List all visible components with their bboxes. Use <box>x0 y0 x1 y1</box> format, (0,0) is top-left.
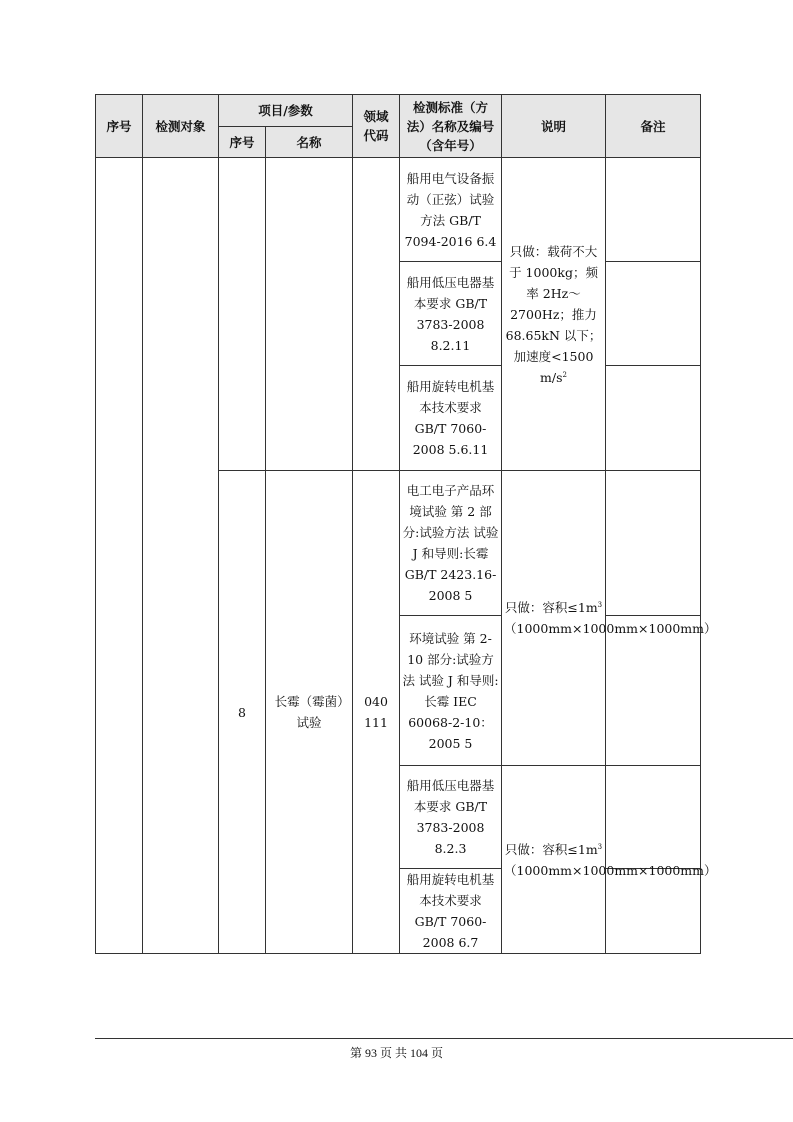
domain-code-cell <box>353 158 400 471</box>
description-cell: 只做：容积$\le 1m^3(1000mm\times 1000mm\times 1000mm)$ <box>502 766 606 954</box>
header-object: 检测对象 <box>143 95 219 158</box>
object-cell <box>143 158 219 954</box>
footer-divider <box>95 1038 793 1039</box>
description-cell: 只做：容积$\le 1m^3(1000mm\times 1000mm\times 1000mm)$ <box>502 471 606 766</box>
remark-cell <box>606 766 701 869</box>
remark-cell <box>606 869 701 954</box>
standard-cell: 船用旋转电机基本技术要求 GB/T 7060-2008 6.7 <box>400 869 502 954</box>
remark-cell <box>606 262 701 366</box>
header-item-group: 项目/参数 <box>219 95 353 127</box>
standard-cell: 电工电子产品环境试验 第 2 部分:试验方法 试验 J 和导则:长霉 GB/T 2423.16-2008 5 <box>400 471 502 616</box>
remark-cell <box>606 471 701 616</box>
standard-cell: 船用低压电器基本要求 GB/T 3783-2008 8.2.11 <box>400 262 502 366</box>
header-description: 说明 <box>502 95 606 158</box>
header-standard: 检测标准（方法）名称及编号（含年号） <box>400 95 502 158</box>
seq-cell <box>96 158 143 954</box>
domain-code-cell: 040111 <box>353 471 400 954</box>
remark-cell <box>606 366 701 471</box>
item-name-cell <box>266 158 353 471</box>
standard-cell: 船用旋转电机基本技术要求 GB/T 7060-2008 5.6.11 <box>400 366 502 471</box>
standard-cell: 船用电气设备振动（正弦）试验方法 GB/T 7094-2016 6.4 <box>400 158 502 262</box>
page-number: 第 93 页 共 104 页 <box>349 1046 443 1060</box>
header-seq: 序号 <box>96 95 143 158</box>
item-seq-cell <box>219 158 266 471</box>
remark-cell <box>606 158 701 262</box>
header-item-name: 名称 <box>266 127 353 158</box>
standard-cell: 船用低压电器基本要求 GB/T 3783-2008 8.2.3 <box>400 766 502 869</box>
remark-cell <box>606 616 701 766</box>
item-name-cell: 长霉（霉菌）试验 <box>266 471 353 954</box>
item-seq-cell: 8 <box>219 471 266 954</box>
inspection-table <box>95 94 717 954</box>
standard-cell: 环境试验 第 2-10 部分:试验方法 试验 J 和导则:长霉 IEC 60068-2-10：2005 5 <box>400 616 502 766</box>
header-item-seq: 序号 <box>219 127 266 158</box>
description-cell: 只做：载荷不大于 1000kg；频率 2Hz～2700Hz；推力 68.65kN 以下；加速度<1500 $m/s^2$ <box>502 158 606 471</box>
header-domain-code: 领域代码 <box>353 95 400 158</box>
header-remark: 备注 <box>606 95 701 158</box>
